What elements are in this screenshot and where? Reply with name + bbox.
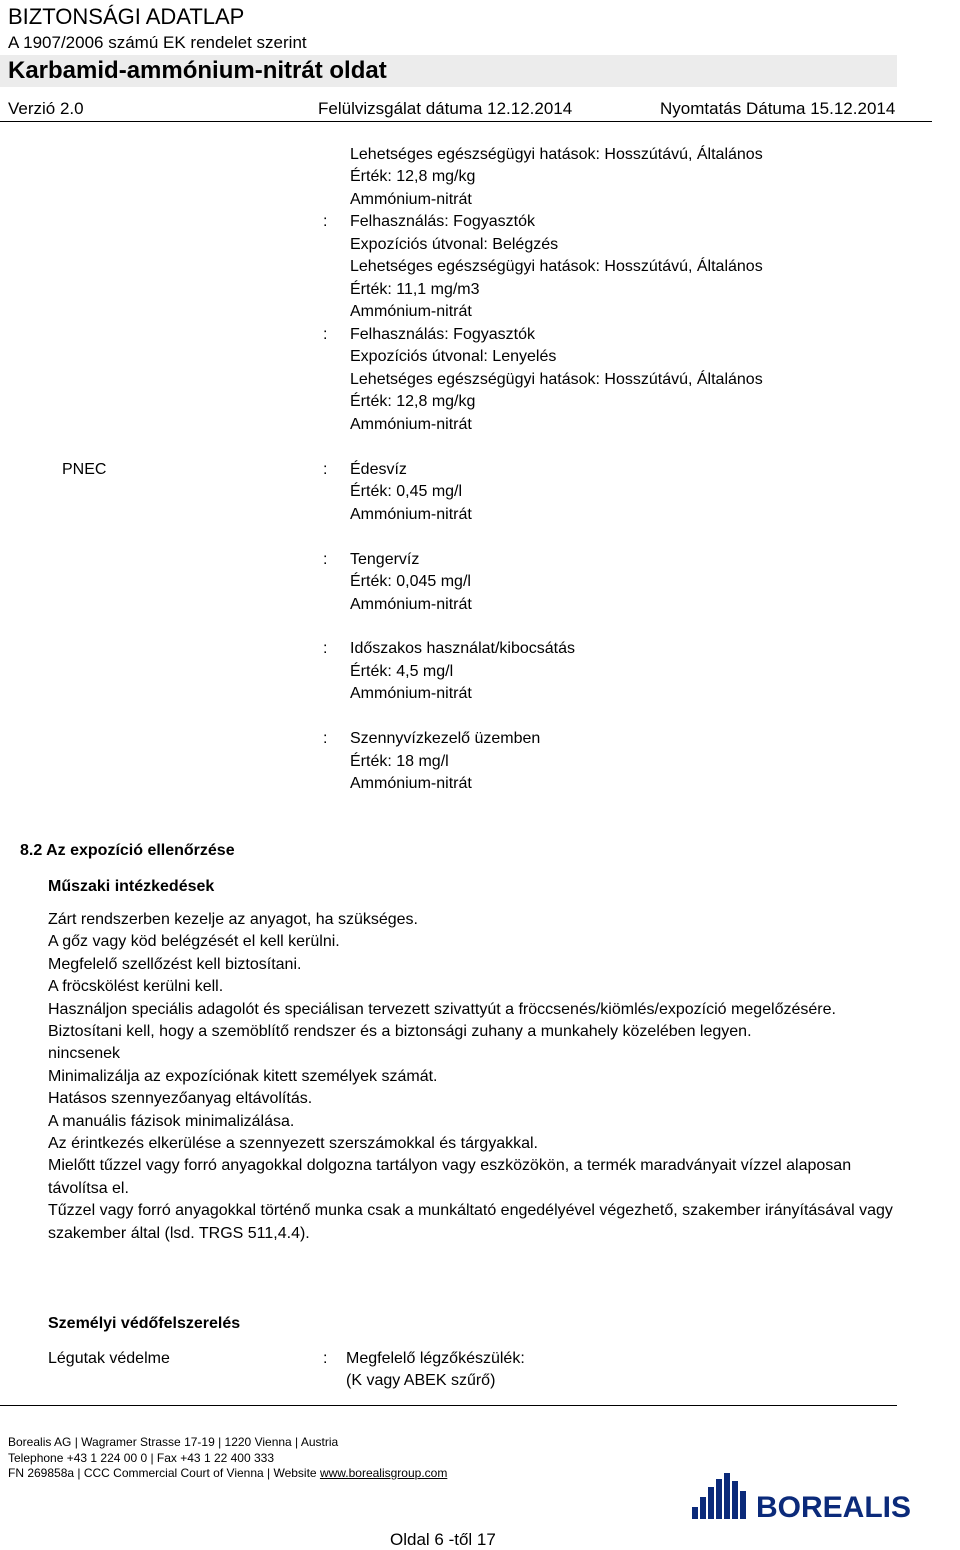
measure-line: Zárt rendszerben kezelje az anyagot, ha szükséges. [48,911,418,928]
respiratory-filter: (K vagy ABEK szűrő) [346,1372,496,1389]
measure-line: A fröcskölést kerülni kell. [48,978,224,996]
dnel-line: Expozíciós útvonal: Belégzés [350,236,559,253]
technical-measures-text [48,909,898,1245]
section-title: 8.2 Az expozíció ellenőrzése [20,842,235,859]
pnec-entry-line: Ammónium-nitrát [350,685,472,702]
footer-phone: Telephone +43 1 224 00 0 | Fax +43 1 22 400 333 [8,1451,275,1465]
pnec-entry-line: Ammónium-nitrát [350,506,472,523]
dnel-line: Felhasználás: Fogyasztók [350,213,535,230]
borealis-logo [690,1473,955,1521]
measure-line: Minimalizálja az expozíciónak kitett személyek számát. [48,1067,438,1085]
pnec-entry-line: Ammónium-nitrát [350,596,472,613]
footer-registration [8,1466,447,1481]
technical-measures-title: Műszaki intézkedések [48,878,215,895]
print-date: Nyomtatás Dátuma 15.12.2014 [660,99,896,118]
pnec-entry-line: Időszakos használat/kibocsátás [350,640,576,657]
pnec-entry-line: Tengervíz [350,551,420,568]
dnel-line: Érték: 11,1 mg/m3 [350,281,480,298]
product-name: Karbamid-ammónium-nitrát oldat [8,57,387,84]
measure-line: Tűzzel vagy forró anyagokkal történő munka csak a munkáltató engedélyével végezhető, szakember irányításával vagy szakember által (lsd. TRGS 511,4.4). [48,1202,893,1242]
colon: : [323,730,328,747]
pnec-entry-line: Szennyvízkezelő üzemben [350,730,541,747]
product-band [0,55,897,87]
pnec-entry-line: Érték: 0,45 mg/l [350,483,463,500]
logo-wordmark: BOREALIS [756,1491,912,1521]
dnel-line: Lehetséges egészségügyi hatások: Hosszútávú, Általános [350,258,763,275]
measure-line: A gőz vagy köd belégzését el kell kerülni. [48,933,340,951]
dnel-line: Ammónium-nitrát [350,416,472,433]
colon: : [323,551,328,568]
colon: : [323,640,328,657]
logo-mark-icon [692,1473,746,1519]
pnec-entry-line: Érték: 0,045 mg/l [350,573,471,590]
measure-line: Biztosítani kell, hogy a szemöblítő rendszer és a biztonsági zuhany a munkahely közelében legyen. [48,1023,752,1041]
footer-registration-text: FN 269858a | CCC Commercial Court of Vienna | Website [8,1466,320,1480]
regulation-line: A 1907/2006 számú EK rendelet szerint [8,33,307,52]
pnec-entry-line: Ammónium-nitrát [350,775,472,792]
colon: : [323,461,328,478]
footer-address: Borealis AG | Wagramer Strasse 17-19 | 1220 Vienna | Austria [8,1435,339,1449]
revision-date: Felülvizsgálat dátuma 12.12.2014 [318,99,573,118]
respiratory-label: Légutak védelme [48,1350,170,1367]
dnel-line: Felhasználás: Fogyasztók [350,326,535,343]
website-link[interactable]: www.borealisgroup.com [319,1466,448,1480]
dnel-line: Érték: 12,8 mg/kg [350,393,476,410]
measure-line: nincsenek [48,1045,121,1063]
dnel-line: Lehetséges egészségügyi hatások: Hosszútávú, Általános [350,371,763,388]
header-divider [0,121,932,122]
page-number: Oldal 6 -től 17 [390,1530,496,1549]
ppe-title: Személyi védőfelszerelés [48,1315,241,1332]
pnec-entry-line: Édesvíz [350,461,407,478]
dnel-line: Érték: 12,8 mg/kg [350,168,476,185]
pnec-entry-line: Érték: 4,5 mg/l [350,663,454,680]
colon: : [323,213,328,230]
pnec-label: PNEC [62,461,107,478]
version-label: Verzió 2.0 [8,99,84,118]
dnel-line: Ammónium-nitrát [350,191,472,208]
measure-line: Használjon speciális adagolót és speciálisan tervezett szivattyút a fröccsenés/kiömlés/expozíció megelőzésére. [48,1000,836,1018]
footer-divider [0,1405,897,1406]
colon: : [323,1350,328,1367]
dnel-line: Ammónium-nitrát [350,303,472,320]
respiratory-value: Megfelelő légzőkészülék: [346,1350,525,1367]
document-title: BIZTONSÁGI ADATLAP [8,4,245,29]
dnel-line: Lehetséges egészségügyi hatások: Hosszútávú, Általános [350,146,763,163]
measure-line: Mielőtt tűzzel vagy forró anyagokkal dolgozna tartályon vagy eszközökön, a termék maradványait vízzel alaposan távolítsa el. [48,1157,852,1197]
colon: : [323,326,328,343]
measure-line: Megfelelő szellőzést kell biztosítani. [48,955,302,973]
measure-line: A manuális fázisok minimalizálása. [48,1112,295,1130]
measure-line: Hatásos szennyezőanyag eltávolítás. [48,1090,313,1108]
pnec-entry-line: Érték: 18 mg/l [350,753,449,770]
dnel-line: Expozíciós útvonal: Lenyelés [350,348,557,365]
measure-line: Az érintkezés elkerülése a szennyezett szerszámokkal és tárgyakkal. [48,1135,538,1153]
